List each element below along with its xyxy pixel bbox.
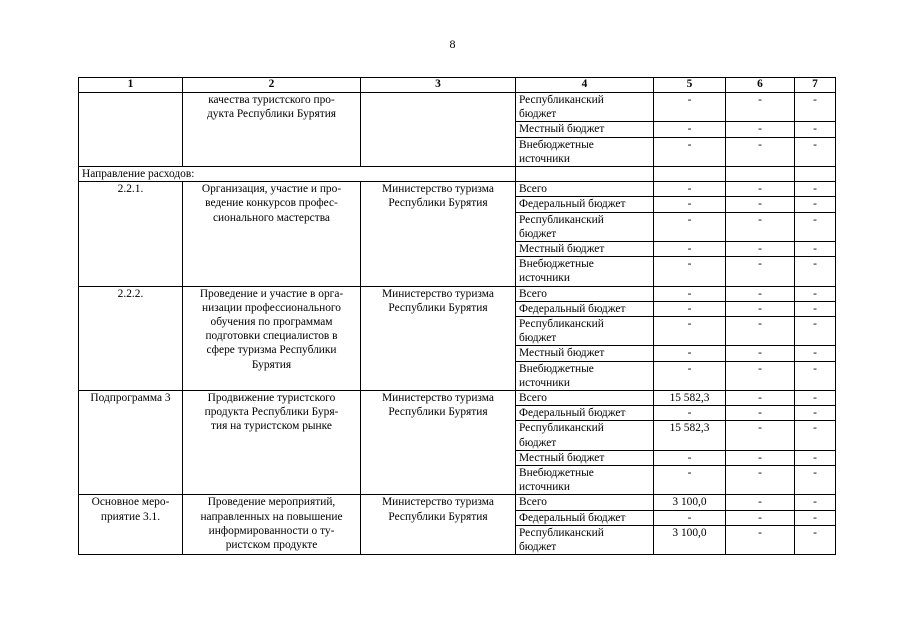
activity-name: качества туристского про- дукта Республики Бурятия	[183, 93, 361, 167]
value-col7: -	[795, 495, 836, 510]
value-col5: -	[654, 450, 726, 465]
value-col5: -	[654, 346, 726, 361]
empty-cell	[654, 167, 726, 182]
value-col7: -	[795, 212, 836, 241]
value-col6: -	[726, 421, 795, 450]
value-col6: -	[726, 242, 795, 257]
activity-code: Основное меро- приятие 3.1.	[79, 495, 183, 555]
column-header: 7	[795, 78, 836, 93]
value-col7: -	[795, 450, 836, 465]
value-col7: -	[795, 197, 836, 212]
value-col6: -	[726, 212, 795, 241]
executor-cell: Министерство туризма Республики Бурятия	[361, 391, 516, 495]
column-header: 2	[183, 78, 361, 93]
value-col6: -	[726, 346, 795, 361]
value-col6: -	[726, 286, 795, 301]
value-col7: -	[795, 406, 836, 421]
value-col7: -	[795, 93, 836, 122]
funding-source: Внебюджетные источники	[516, 257, 654, 286]
value-col7: -	[795, 361, 836, 390]
value-col6: -	[726, 137, 795, 166]
empty-cell	[516, 167, 654, 182]
executor-cell: Министерство туризма Республики Бурятия	[361, 182, 516, 286]
value-col7: -	[795, 257, 836, 286]
value-col5: -	[654, 122, 726, 137]
value-col5: 15 582,3	[654, 421, 726, 450]
value-col5: -	[654, 466, 726, 495]
column-header: 5	[654, 78, 726, 93]
value-col6: -	[726, 391, 795, 406]
funding-source: Федеральный бюджет	[516, 197, 654, 212]
budget-table	[78, 77, 836, 555]
funding-source: Всего	[516, 495, 654, 510]
funding-source: Всего	[516, 286, 654, 301]
value-col5: -	[654, 301, 726, 316]
value-col5: 3 100,0	[654, 525, 726, 554]
value-col5: -	[654, 242, 726, 257]
value-col5: -	[654, 361, 726, 390]
table-body	[79, 93, 836, 555]
value-col5: -	[654, 93, 726, 122]
value-col5: -	[654, 182, 726, 197]
table-row	[79, 495, 836, 510]
value-col6: -	[726, 406, 795, 421]
funding-source: Всего	[516, 182, 654, 197]
column-header: 3	[361, 78, 516, 93]
value-col6: -	[726, 466, 795, 495]
section-header: Направление расходов:	[79, 167, 516, 182]
funding-source: Республиканский бюджет	[516, 93, 654, 122]
value-col7: -	[795, 466, 836, 495]
column-header: 4	[516, 78, 654, 93]
funding-source: Федеральный бюджет	[516, 301, 654, 316]
value-col7: -	[795, 122, 836, 137]
funding-source: Внебюджетные источники	[516, 361, 654, 390]
activity-name: Продвижение туристского продукта Республики Буря- тия на туристском рынке	[183, 391, 361, 495]
value-col6: -	[726, 510, 795, 525]
value-col7: -	[795, 317, 836, 346]
funding-source: Республиканский бюджет	[516, 525, 654, 554]
empty-cell	[795, 167, 836, 182]
value-col7: -	[795, 301, 836, 316]
value-col5: -	[654, 406, 726, 421]
section-header-row	[79, 167, 836, 182]
column-number-header	[79, 78, 836, 93]
value-col7: -	[795, 346, 836, 361]
value-col7: -	[795, 510, 836, 525]
table-row	[79, 286, 836, 301]
value-col7: -	[795, 421, 836, 450]
activity-name: Проведение и участие в орга- низации профессионального обучения по программам подготовки специалистов в сфере туризма Республики Бурятия	[183, 286, 361, 390]
funding-source: Республиканский бюджет	[516, 212, 654, 241]
code-cell	[79, 93, 183, 167]
funding-source: Местный бюджет	[516, 122, 654, 137]
activity-code: 2.2.2.	[79, 286, 183, 390]
value-col5: 3 100,0	[654, 495, 726, 510]
value-col5: 15 582,3	[654, 391, 726, 406]
funding-source: Республиканский бюджет	[516, 317, 654, 346]
activity-code: 2.2.1.	[79, 182, 183, 286]
value-col7: -	[795, 525, 836, 554]
activity-name: Организация, участие и про- ведение конкурсов профес- сионального мастерства	[183, 182, 361, 286]
funding-source: Внебюджетные источники	[516, 137, 654, 166]
table-row	[79, 182, 836, 197]
executor-cell: Министерство туризма Республики Бурятия	[361, 495, 516, 555]
funding-source: Местный бюджет	[516, 242, 654, 257]
value-col5: -	[654, 317, 726, 346]
funding-source: Местный бюджет	[516, 346, 654, 361]
value-col6: -	[726, 317, 795, 346]
funding-source: Внебюджетные источники	[516, 466, 654, 495]
page-number: 8	[449, 37, 456, 51]
executor-cell: Министерство туризма Республики Бурятия	[361, 286, 516, 390]
funding-source: Местный бюджет	[516, 450, 654, 465]
funding-source: Всего	[516, 391, 654, 406]
activity-name: Проведение мероприятий, направленных на повышение информированности о ту- ристском продукте	[183, 495, 361, 555]
empty-cell	[726, 167, 795, 182]
value-col5: -	[654, 510, 726, 525]
value-col7: -	[795, 286, 836, 301]
table-row	[79, 93, 836, 122]
value-col7: -	[795, 137, 836, 166]
table-row	[79, 391, 836, 406]
value-col6: -	[726, 361, 795, 390]
executor-cell	[361, 93, 516, 167]
column-header: 6	[726, 78, 795, 93]
value-col6: -	[726, 93, 795, 122]
value-col6: -	[726, 301, 795, 316]
value-col5: -	[654, 212, 726, 241]
value-col5: -	[654, 257, 726, 286]
value-col5: -	[654, 197, 726, 212]
funding-source: Федеральный бюджет	[516, 510, 654, 525]
value-col7: -	[795, 242, 836, 257]
value-col7: -	[795, 391, 836, 406]
value-col6: -	[726, 122, 795, 137]
value-col6: -	[726, 495, 795, 510]
value-col6: -	[726, 257, 795, 286]
value-col6: -	[726, 525, 795, 554]
value-col6: -	[726, 197, 795, 212]
activity-code: Подпрограмма 3	[79, 391, 183, 495]
funding-source: Федеральный бюджет	[516, 406, 654, 421]
value-col6: -	[726, 450, 795, 465]
funding-source: Республиканский бюджет	[516, 421, 654, 450]
value-col5: -	[654, 286, 726, 301]
value-col6: -	[726, 182, 795, 197]
value-col5: -	[654, 137, 726, 166]
column-header: 1	[79, 78, 183, 93]
value-col7: -	[795, 182, 836, 197]
